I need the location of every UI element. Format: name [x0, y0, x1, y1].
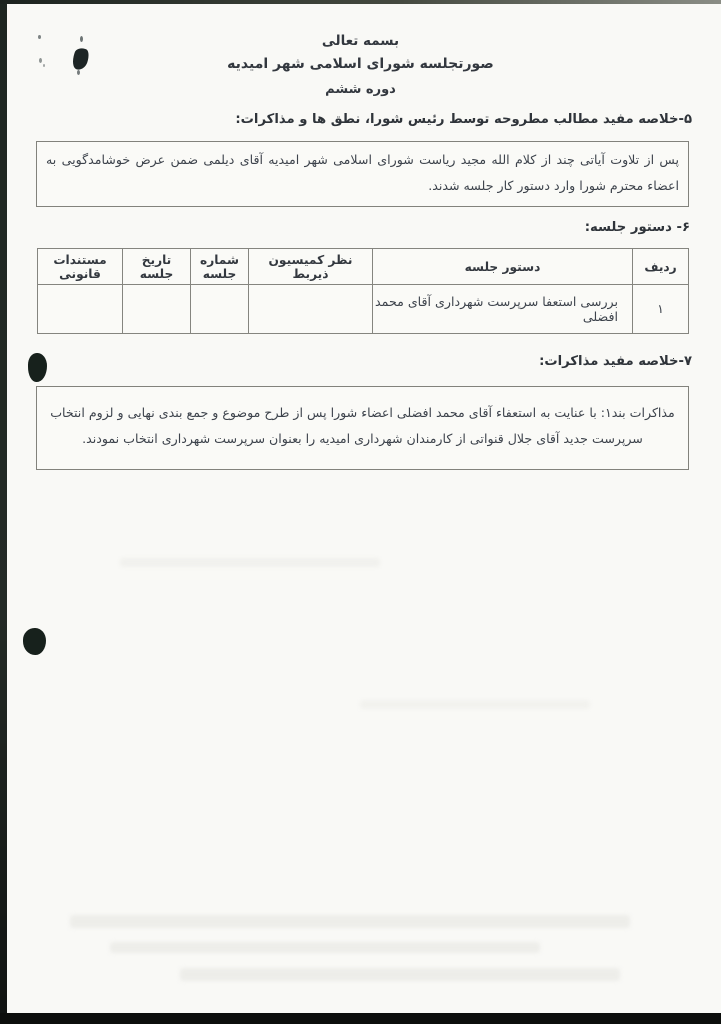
- cell-meeting-no: [191, 285, 249, 334]
- bismillah-line: بسمه تعالی: [321, 33, 400, 49]
- cell-dastur: بررسی استعفا سرپرست شهرداری آقای محمد افضلی: [373, 285, 633, 334]
- column-header-meeting-date: تاریخ جلسه: [123, 249, 191, 285]
- bleed-through-ghost: [360, 700, 590, 709]
- bleed-through-ghost: [180, 968, 620, 981]
- column-header-dastur: دستور جلسه: [373, 249, 633, 285]
- section5-text-box: [36, 141, 689, 207]
- ink-speck: [38, 35, 41, 39]
- section7-heading: ۷-خلاصه مفید مذاکرات:: [539, 354, 692, 369]
- column-header-commission: نظر کمیسیون ذیربط: [249, 249, 373, 285]
- scan-edge-bottom: [0, 1013, 721, 1024]
- ink-speck: [39, 58, 42, 63]
- cell-radif: ۱: [633, 285, 689, 334]
- section6-heading: ۶- دستور جلسه:: [584, 220, 690, 235]
- cell-legal-docs: [38, 285, 123, 334]
- bleed-through-ghost: [120, 558, 380, 567]
- section5-heading: ۵-خلاصه مفید مطالب مطروحه توسط رئیس شورا، نطق ها و مذاکرات:: [235, 112, 692, 127]
- ink-speck: [43, 64, 45, 67]
- table-row: [38, 285, 689, 334]
- bleed-through-ghost: [70, 915, 630, 928]
- cell-commission: [249, 285, 373, 334]
- section5-body-text: پس از تلاوت آیاتی چند از کلام الله مجید ریاست شورای اسلامی شهر امیدیه آقای دیلمی ضمن عرض خوشامدگویی به اعضاء محترم شورا وارد دستور کار جلسه شدند.: [46, 152, 679, 193]
- ink-speck: [80, 36, 83, 42]
- agenda-table: [37, 248, 689, 334]
- punch-hole-mark-top: [28, 353, 47, 382]
- scan-edge-top: [0, 0, 721, 4]
- agenda-table-header-row: [38, 249, 689, 285]
- column-header-meeting-no: شماره جلسه: [191, 249, 249, 285]
- column-header-legal-docs: مستندات قانونی: [38, 249, 123, 285]
- ink-speck: [77, 70, 80, 75]
- section7-body-text: مذاکرات بند۱: با عنایت به استعفاء آقای محمد افضلی اعضاء شورا پس از طرح موضوع و جمع بندی نهایی و لزوم انتخاب سرپرست جدید آقای جلال قنواتی از کارمندان شهرداری امیدیه را بعنوان سرپرست شهرداری انتخاب نمودند.: [50, 405, 675, 446]
- column-header-radif: ردیف: [633, 249, 689, 285]
- council-term: دوره ششم: [325, 82, 396, 97]
- punch-hole-mark-bottom: [23, 628, 46, 655]
- document-title: صورتجلسه شورای اسلامی شهر امیدیه: [227, 56, 494, 72]
- cell-meeting-date: [123, 285, 191, 334]
- scan-edge-left: [0, 0, 7, 1024]
- bleed-through-ghost: [110, 942, 540, 953]
- section7-text-box: [36, 386, 689, 470]
